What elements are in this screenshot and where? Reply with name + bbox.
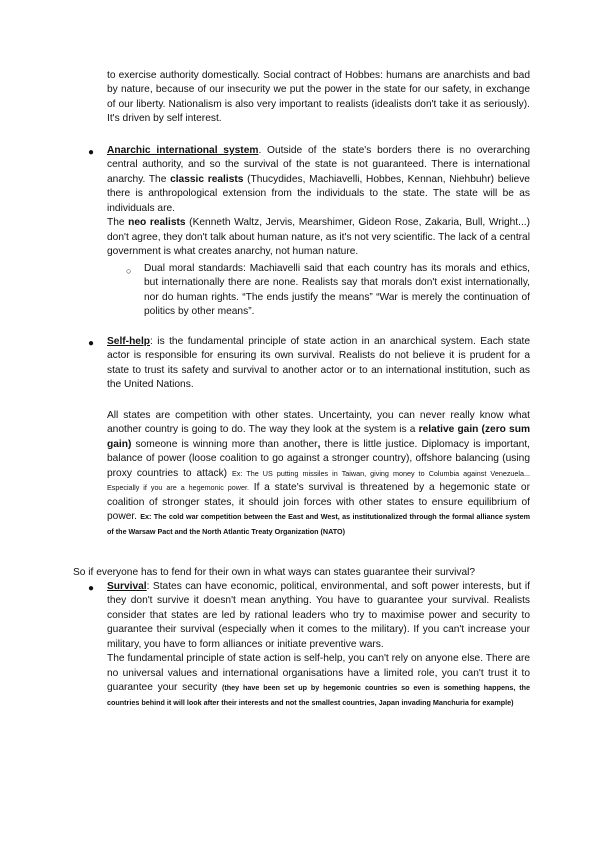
survival-term: Survival — [107, 581, 147, 592]
anarchic-term: Anarchic international system — [107, 145, 259, 156]
selfhelp-term: Self-help — [107, 336, 151, 347]
neo-realists-term: neo realists — [128, 217, 186, 229]
sub-bullet-icon: ○ — [126, 266, 132, 276]
example-note-1: Ex: The US putting missiles in Taiwan, giving money to Columbia against Venezuela... Especially if you are a hegemonic power. — [107, 468, 530, 493]
dual-moral-paragraph: Dual moral standards: Machiavelli said that each country has its morals and ethics, but internationally there are none. Realists say that morals don't exist internationally, nor do human rights. “The ends justify the means” “War is merely the continuation of politics by other means”. — [144, 263, 530, 318]
competition-paragraph: All states are competition with other states. Uncertainty, you can never really know what another country is going to do. The way they look at the system is a relative gain (zero sum gain) someone is winning more than another, there is little justice. Diplomacy is important, balance of power (loose coalition to go against a stronger country), offshore balancing (using proxy countries to attack) Ex: The US putting missiles in Taiwan, giving money to Columbia against Venezuela... Especially if you are a hegemonic power. If a state's survival is threatened by a hegemonic state or coalition of stronger states, it should join forces with other states to ensure equilibrium of power. Ex: The cold war competition between the East and West, as institutionalized through the formal alliance system of the Warsaw Pact and the North Atlantic Treaty Organization (NATO) — [107, 410, 531, 536]
relative-gain-term: relative gain (zero sum gain) — [107, 424, 531, 450]
classic-realists-term: classic realists — [170, 173, 244, 185]
anarchic-paragraph: Anarchic international system. Outside of the state's borders there is no overarching central authority, and so the survival of the state is not guaranteed. There is international anarchy. The classic realists (Thucydides, Machiavelli, Hobbes, Kennan, Niehbuhr) believe there is anthropological extension from the individuals to the state. The state will be as individuals are. The neo realists (Kenneth Waltz, Jervis, Mearshimer, Gideon Rose, Zakaria, Bull, Wright...) don't agree, they don't talk about human nature, as it's not very scientific. The lack of a central government is what creates anarchy, not human nature. — [107, 145, 531, 258]
example-note-2: Ex: The cold war competition between the East and West, as institutionalized through the formal alliance system of the Warsaw Pact and the North Atlantic Treaty Organization (NATO) — [107, 512, 530, 536]
bullet-icon: ● — [88, 583, 95, 594]
intro-paragraph: to exercise authority domestically. Social contract of Hobbes: humans are anarchists and bad by nature, because of our insecurity we put the power in the state for our safety, in exchange of our liberty. Nationalism is also very important to realists (idealists don't take it as seriously). It's driven by self interest. — [107, 70, 530, 125]
bullet-icon: ● — [88, 338, 95, 349]
survival-paragraph: Survival: States can have economic, political, environmental, and soft power interests, but if they don't survive it doesn't mean anything. You have to guarantee your survival. Realists consider that states are led by rational leaders who try to maximise power and security to guarantee their survival (especially when it comes to the military). If you can't increase your military, you have to form alliances or initiate preventive wars. The fundamental principle of state action is self-help, you can't rely on anyone else. There are no universal values and international organisations have a limited role, you can't trust it to guarantee your security (they have been set up by hegemonic countries so even is something happens, the countries behind it will look after their interests and not the smallest countries, Japan invading Manchuria for example) — [107, 581, 531, 707]
selfhelp-paragraph: Self-help: is the fundamental principle of state action in an anarchical system. Each state actor is responsible for ensuring its own survival. Realists do not believe it is prudent for a state to trust its safety and survival to another actor or to an international institution, such as the United Nations. — [107, 336, 530, 391]
survival-question: So if everyone has to fend for their own in what ways can states guarantee their survival? — [73, 567, 476, 578]
survival-note: (they have been set up by hegemonic countries so even is something happens, the countries behind it will look after their interests and not the smallest countries, Japan invading Manchuria for example) — [107, 683, 531, 707]
bullet-icon: ● — [88, 147, 95, 158]
